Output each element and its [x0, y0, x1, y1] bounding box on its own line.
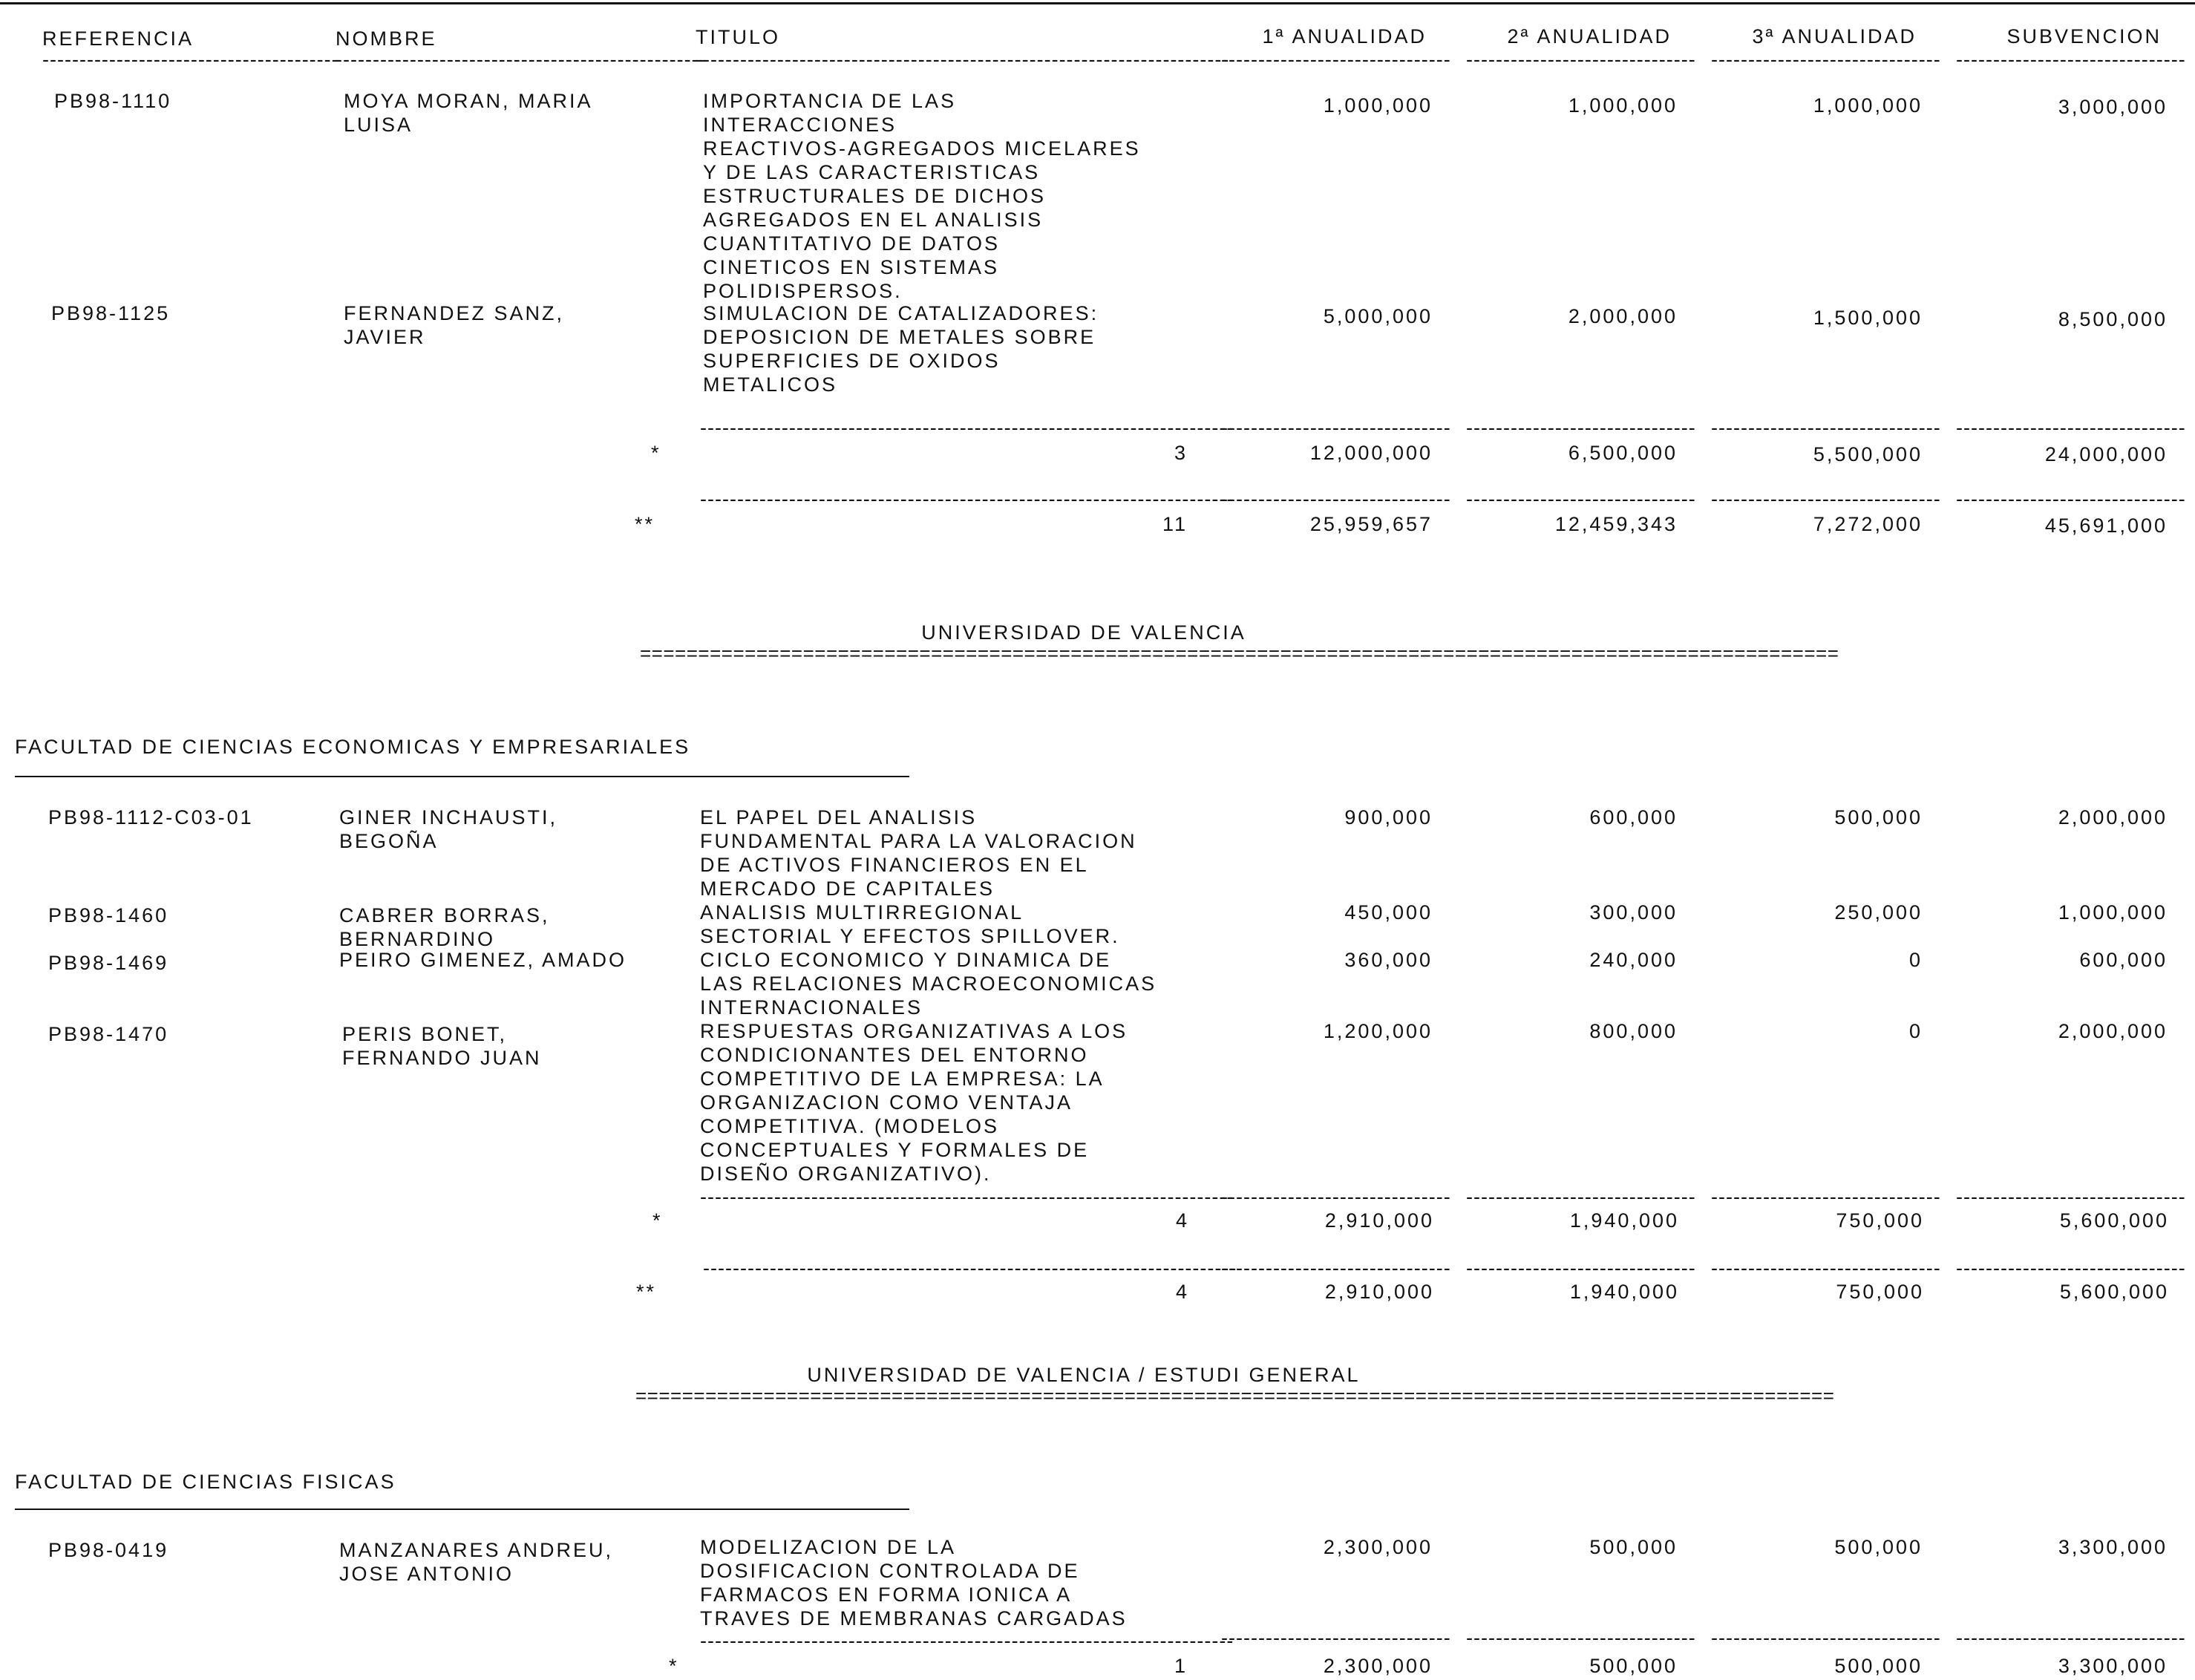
row-anualidad-2: 1,000,000 — [1568, 94, 1678, 117]
header-anualidad-2: 2ª ANUALIDAD — [1507, 25, 1672, 48]
subtotal-subvencion: 3,300,000 — [2058, 1655, 2168, 1677]
row-nombre: MOYA MORAN, MARIA LUISA — [344, 90, 593, 136]
row-referencia: PB98-1469 — [48, 952, 169, 974]
row-anualidad-1: 5,000,000 — [1323, 305, 1433, 327]
subtotal-dashes-a2: ------------------------------- — [1466, 416, 1696, 439]
subtotal-subvencion: 5,600,000 — [2059, 1209, 2169, 1232]
row-nombre: PEIRO GIMENEZ, AMADO — [339, 949, 627, 971]
row-referencia: PB98-1470 — [48, 1023, 169, 1045]
row-anualidad-1: 1,000,000 — [1323, 94, 1433, 117]
subtotal-dashes-titulo: ------------------------------------------------------------------------ — [700, 416, 1234, 439]
row-anualidad-3: 0 — [1908, 949, 1923, 971]
row-referencia: PB98-1112-C03-01 — [48, 806, 254, 828]
subtotal-marker: * — [669, 1655, 679, 1677]
row-titulo: ANALISIS MULTIRREGIONAL SECTORIAL Y EFECTOS SPILLOVER. — [700, 901, 1120, 947]
row-referencia: PB98-1110 — [54, 90, 172, 112]
total-anualidad-3: 750,000 — [1836, 1281, 1924, 1303]
row-subvencion: 8,500,000 — [2058, 308, 2168, 330]
faculty-heading: FACULTAD DE CIENCIAS ECONOMICAS Y EMPRESARIALES — [15, 736, 691, 758]
total-dashes-a2: ------------------------------- — [1466, 488, 1696, 510]
total-dashes-titulo: ------------------------------------------------------------------------ — [700, 488, 1234, 510]
total-dashes-titulo: ------------------------------------------------------------------------ — [703, 1257, 1237, 1279]
row-titulo: EL PAPEL DEL ANALISIS FUNDAMENTAL PARA LA VALORACION DE ACTIVOS FINANCIEROS EN EL MERCADO DE CAPITALES — [700, 806, 1137, 900]
row-nombre: FERNANDEZ SANZ, JAVIER — [344, 302, 565, 348]
subtotal-anualidad-3: 5,500,000 — [1813, 443, 1923, 465]
subtotal-anualidad-2: 500,000 — [1589, 1655, 1678, 1677]
row-anualidad-3: 500,000 — [1834, 806, 1923, 828]
subtotal-dashes-a3: ------------------------------- — [1711, 1186, 1941, 1208]
subtotal-subvencion: 24,000,000 — [2044, 443, 2168, 465]
subtotal-anualidad-1: 2,910,000 — [1324, 1209, 1434, 1232]
total-anualidad-3: 7,272,000 — [1813, 513, 1923, 535]
total-dashes-a3: ------------------------------- — [1711, 1257, 1941, 1279]
row-referencia: PB98-0419 — [48, 1539, 169, 1561]
row-titulo: SIMULACION DE CATALIZADORES: DEPOSICION DE METALES SOBRE SUPERFICIES DE OXIDOS METALICOS — [703, 302, 1099, 396]
row-nombre: GINER INCHAUSTI, BEGOÑA — [339, 806, 558, 852]
row-anualidad-1: 360,000 — [1344, 949, 1433, 971]
university-heading: UNIVERSIDAD DE VALENCIA — [921, 621, 1246, 644]
subtotal-anualidad-2: 6,500,000 — [1568, 442, 1678, 464]
total-count: 4 — [1175, 1281, 1189, 1303]
row-titulo: CICLO ECONOMICO Y DINAMICA DE LAS RELACIONES MACROECONOMICAS INTERNACIONALES — [700, 949, 1157, 1019]
row-nombre: CABRER BORRAS, BERNARDINO — [339, 904, 550, 950]
header-underline-nombre: -------------------------------------------------- — [336, 48, 707, 71]
row-anualidad-2: 800,000 — [1589, 1020, 1678, 1042]
subtotal-dashes-sub: ------------------------------- — [1956, 416, 2186, 439]
row-anualidad-2: 500,000 — [1589, 1536, 1678, 1558]
total-dashes-a2: ------------------------------- — [1466, 1257, 1696, 1279]
subtotal-count: 1 — [1174, 1655, 1188, 1677]
header-anualidad-3: 3ª ANUALIDAD — [1752, 25, 1917, 48]
total-anualidad-2: 1,940,000 — [1569, 1281, 1679, 1303]
row-anualidad-2: 300,000 — [1589, 901, 1678, 924]
faculty-heading: FACULTAD DE CIENCIAS FISICAS — [15, 1471, 396, 1493]
row-anualidad-3: 500,000 — [1834, 1536, 1923, 1558]
total-subvencion: 45,691,000 — [2044, 514, 2168, 537]
faculty-heading-rule — [15, 1509, 909, 1510]
row-subvencion: 2,000,000 — [2058, 1020, 2168, 1042]
header-underline-a1: ------------------------------- — [1221, 48, 1451, 71]
total-anualidad-1: 2,910,000 — [1324, 1281, 1434, 1303]
subtotal-dashes-sub: ------------------------------- — [1956, 1186, 2186, 1208]
row-anualidad-1: 900,000 — [1344, 806, 1433, 828]
subtotal-dashes-a2: ------------------------------- — [1466, 1627, 1696, 1649]
faculty-heading-rule — [15, 776, 909, 777]
row-anualidad-3: 250,000 — [1834, 901, 1923, 924]
header-titulo: TITULO — [696, 26, 781, 48]
university-heading-underline: ======================================================================================================= — [635, 1385, 1835, 1407]
row-nombre: MANZANARES ANDREU, JOSE ANTONIO — [339, 1539, 614, 1585]
total-anualidad-1: 25,959,657 — [1309, 513, 1433, 535]
subtotal-dashes-a2: ------------------------------- — [1466, 1186, 1696, 1208]
row-referencia: PB98-1125 — [51, 302, 171, 324]
header-nombre: NOMBRE — [336, 27, 437, 50]
row-anualidad-1: 1,200,000 — [1323, 1020, 1433, 1042]
row-anualidad-3: 1,500,000 — [1813, 307, 1923, 329]
university-heading: UNIVERSIDAD DE VALENCIA / ESTUDI GENERAL — [807, 1364, 1361, 1386]
subtotal-anualidad-1: 12,000,000 — [1309, 442, 1433, 464]
total-dashes-a3: ------------------------------- — [1711, 488, 1941, 510]
header-underline-titulo: ------------------------------------------------------------------------ — [696, 48, 1230, 71]
subtotal-marker: * — [652, 1209, 663, 1232]
row-anualidad-2: 240,000 — [1589, 949, 1678, 971]
total-dashes-a1: ------------------------------- — [1221, 1257, 1451, 1279]
subtotal-marker: * — [651, 442, 661, 464]
total-marker: ** — [636, 1281, 657, 1303]
row-anualidad-3: 0 — [1908, 1020, 1923, 1042]
subtotal-anualidad-3: 750,000 — [1836, 1209, 1924, 1232]
row-titulo: IMPORTANCIA DE LAS INTERACCIONES REACTIVOS-AGREGADOS MICELARES Y DE LAS CARACTERISTICAS ESTRUCTURALES DE DICHOS AGREGADOS EN EL ANALISIS CUANTITATIVO DE DATOS CINETICOS EN SISTEMAS POLIDISPERSOS. — [703, 90, 1141, 302]
subtotal-dashes-a3: ------------------------------- — [1711, 1627, 1941, 1649]
subtotal-dashes-titulo: ------------------------------------------------------------------------ — [700, 1186, 1234, 1208]
row-anualidad-1: 2,300,000 — [1323, 1536, 1433, 1558]
subtotal-count: 3 — [1174, 442, 1188, 464]
header-referencia: REFERENCIA — [42, 27, 194, 50]
header-underline-referencia: ---------------------------------------- — [42, 48, 339, 71]
header-underline-sub: ------------------------------- — [1956, 48, 2186, 71]
row-referencia: PB98-1460 — [48, 904, 169, 926]
total-count: 11 — [1162, 513, 1188, 535]
header-subvencion: SUBVENCION — [2006, 25, 2162, 48]
row-subvencion: 1,000,000 — [2058, 901, 2168, 924]
total-subvencion: 5,600,000 — [2059, 1281, 2169, 1303]
total-marker: ** — [635, 513, 655, 535]
header-underline-a3: ------------------------------- — [1711, 48, 1941, 71]
subtotal-anualidad-2: 1,940,000 — [1569, 1209, 1679, 1232]
subtotal-anualidad-3: 500,000 — [1834, 1655, 1923, 1677]
subtotal-anualidad-1: 2,300,000 — [1323, 1655, 1433, 1677]
row-anualidad-3: 1,000,000 — [1813, 94, 1923, 117]
total-dashes-sub: ------------------------------- — [1956, 488, 2186, 510]
row-subvencion: 3,300,000 — [2058, 1536, 2168, 1558]
row-nombre: PERIS BONET, FERNANDO JUAN — [342, 1023, 542, 1069]
row-subvencion: 2,000,000 — [2058, 806, 2168, 828]
subtotal-dashes-a1: ------------------------------- — [1221, 1186, 1451, 1208]
row-titulo: MODELIZACION DE LA DOSIFICACION CONTROLADA DE FARMACOS EN FORMA IONICA A TRAVES DE MEMBRANAS CARGADAS — [700, 1536, 1128, 1630]
row-subvencion: 3,000,000 — [2058, 96, 2168, 118]
top-rule — [0, 2, 2195, 4]
subtotal-dashes-a3: ------------------------------- — [1711, 416, 1941, 439]
total-dashes-a1: ------------------------------- — [1221, 488, 1451, 510]
subtotal-dashes-a1: ------------------------------- — [1221, 416, 1451, 439]
row-anualidad-2: 2,000,000 — [1568, 305, 1678, 327]
subtotal-count: 4 — [1175, 1209, 1189, 1232]
total-dashes-sub: ------------------------------- — [1956, 1257, 2186, 1279]
university-heading-underline: ======================================================================================================= — [640, 642, 1839, 664]
subtotal-dashes-a1: ------------------------------- — [1221, 1627, 1451, 1649]
row-anualidad-1: 450,000 — [1344, 901, 1433, 924]
header-underline-a2: ------------------------------- — [1466, 48, 1696, 71]
header-anualidad-1: 1ª ANUALIDAD — [1262, 25, 1427, 48]
row-titulo: RESPUESTAS ORGANIZATIVAS A LOS CONDICIONANTES DEL ENTORNO COMPETITIVO DE LA EMPRESA: LA ORGANIZACION COMO VENTAJA COMPETITIVA. (MODELOS CONCEPTUALES Y FORMALES DE DISEÑO ORGANIZATIVO). — [700, 1020, 1128, 1185]
row-anualidad-2: 600,000 — [1589, 806, 1678, 828]
total-anualidad-2: 12,459,343 — [1554, 513, 1678, 535]
subtotal-dashes-sub: ------------------------------- — [1956, 1627, 2186, 1649]
row-subvencion: 600,000 — [2079, 949, 2168, 971]
subtotal-dashes-titulo: ------------------------------------------------------------------------ — [700, 1630, 1234, 1652]
